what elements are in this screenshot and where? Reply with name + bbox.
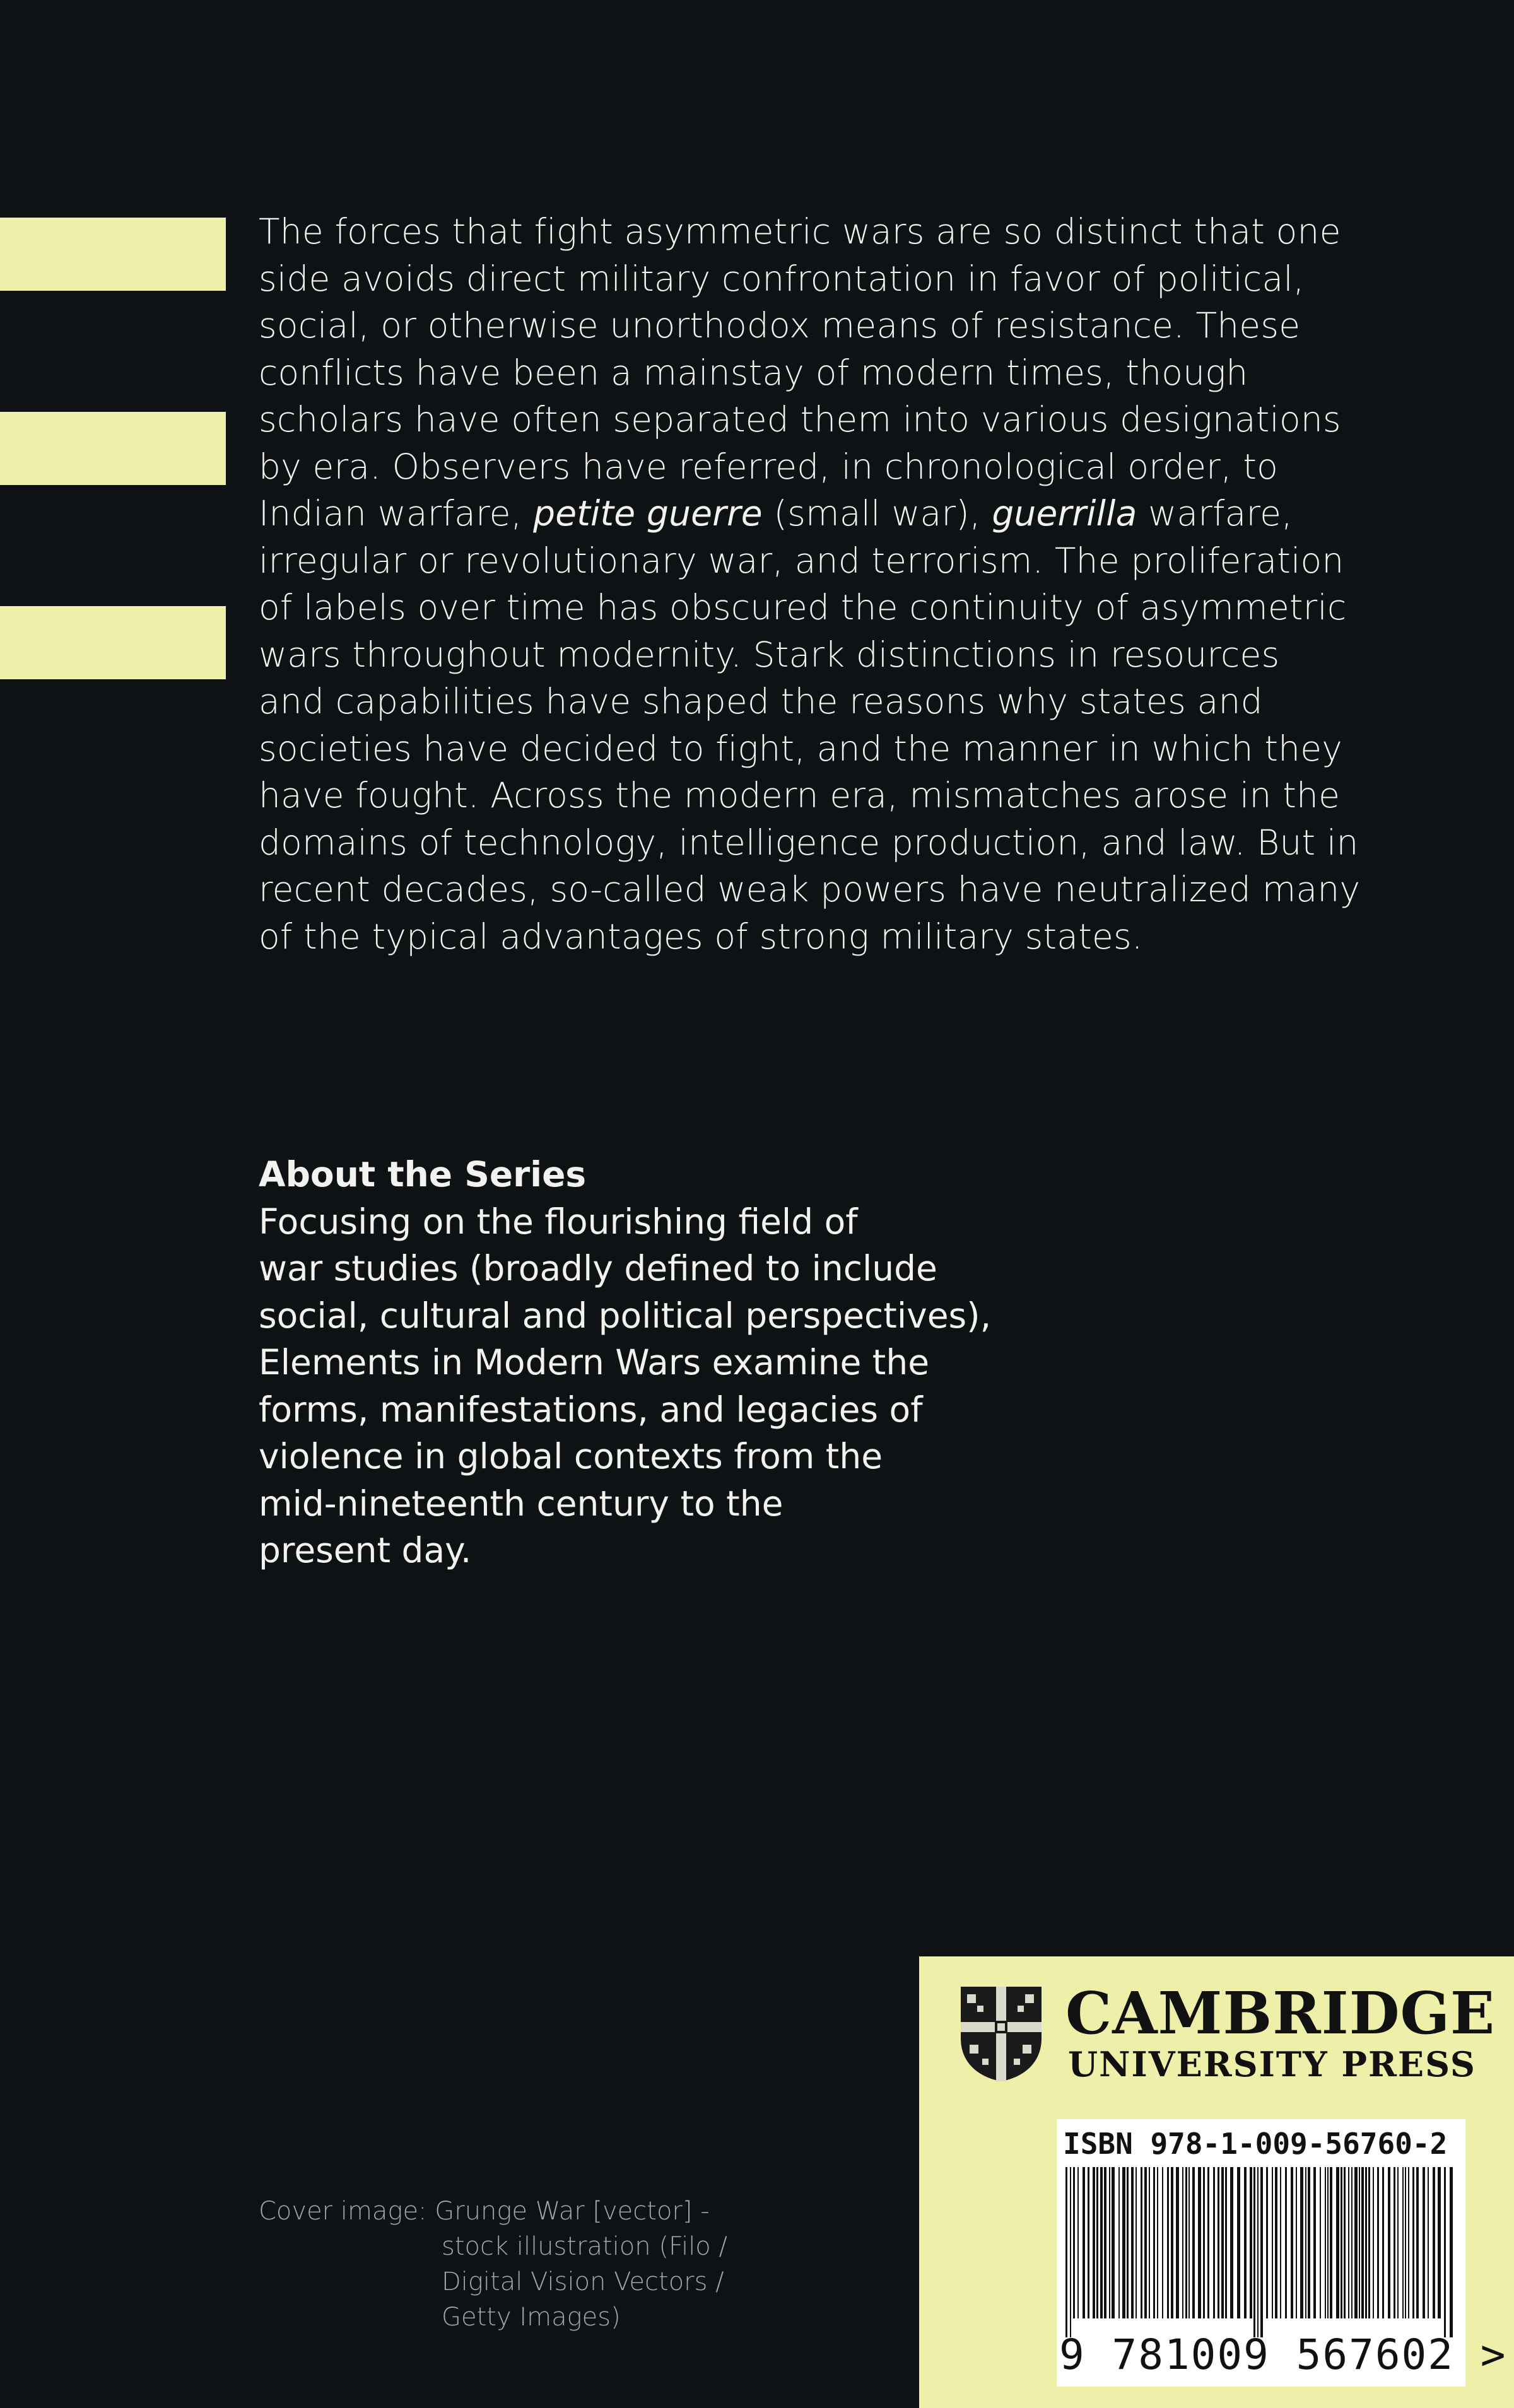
- text-segment: scholars have often separated them into various designations: [259, 399, 1341, 440]
- text-segment: of labels over time has obscured the continuity of asymmetric: [259, 587, 1347, 628]
- description-line: [259, 584, 1432, 631]
- description-line: [259, 772, 1432, 819]
- description-line: [259, 866, 1432, 913]
- description-line: [259, 725, 1432, 773]
- description-line: [259, 537, 1432, 585]
- about-series-text: [259, 1198, 1016, 1574]
- book-description: [259, 208, 1432, 960]
- about-series-line: forms, manifestations, and legacies of: [259, 1389, 923, 1430]
- text-segment: recent decades, so-called weak powers have neutralized many: [259, 869, 1361, 909]
- credit-label: Cover image:: [259, 2197, 427, 2226]
- description-line: [259, 208, 1432, 255]
- text-segment: (small war),: [762, 493, 992, 534]
- credit-line: Grunge War [vector] -: [435, 2197, 710, 2226]
- description-line: [259, 490, 1432, 537]
- credit-line: stock illustration (Filo /: [442, 2232, 727, 2261]
- text-segment: Indian warfare,: [259, 493, 534, 534]
- text-segment: wars throughout modernity. Stark distinctions in resources: [259, 634, 1280, 675]
- publisher-name: [1065, 1979, 1496, 2084]
- about-series-line: Elements in Modern Wars examine the: [259, 1342, 930, 1382]
- about-series-section: [259, 1151, 1016, 1574]
- description-line: [259, 349, 1432, 397]
- text-segment: warfare,: [1137, 493, 1293, 534]
- text-segment: The forces that fight asymmetric wars are so distinct that one: [259, 211, 1341, 252]
- isbn-barcode-box: [1057, 2119, 1507, 2387]
- accent-bar-middle: [0, 412, 226, 485]
- italic-term: guerrilla: [992, 493, 1137, 534]
- description-line: [259, 302, 1432, 349]
- text-segment: and capabilities have shaped the reasons why states and: [259, 681, 1263, 722]
- text-segment: irregular or revolutionary war, and terrorism. The proliferation: [259, 540, 1344, 581]
- about-series-line: violence in global contexts from the: [259, 1436, 883, 1476]
- description-line: [259, 631, 1432, 679]
- barcode-digits: 9 781009 567602 >: [1059, 2330, 1507, 2379]
- university-shield-icon: [957, 1983, 1045, 2084]
- text-segment: conflicts have been a mainstay of modern times, though: [259, 352, 1248, 393]
- publisher-panel: [919, 1956, 1514, 2408]
- description-line: [259, 678, 1432, 725]
- publisher-name-line2: UNIVERSITY PRESS: [1068, 2044, 1476, 2084]
- text-segment: domains of technology, intelligence production, and law. But in: [259, 822, 1359, 863]
- text-segment: societies have decided to fight, and the manner in which they: [259, 728, 1343, 769]
- about-series-line: social, cultural and political perspectives),: [259, 1295, 992, 1336]
- credit-first-line: [259, 2194, 727, 2229]
- description-line: [259, 913, 1432, 961]
- text-segment: social, or otherwise unorthodox means of resistance. These: [259, 305, 1301, 346]
- about-series-line: war studies (broadly defined to include: [259, 1248, 937, 1289]
- text-segment: by era. Observers have referred, in chronological order, to: [259, 446, 1278, 487]
- isbn-number: ISBN 978-1-009-56760-2: [1063, 2127, 1448, 2161]
- description-line: [259, 443, 1432, 491]
- italic-term: petite guerre: [533, 493, 763, 534]
- about-series-line: Focusing on the flourishing field of: [259, 1201, 858, 1242]
- text-segment: of the typical advantages of strong military states.: [259, 916, 1143, 957]
- text-segment: side avoids direct military confrontation in favor of political,: [259, 258, 1305, 299]
- credit-line: Digital Vision Vectors /: [442, 2267, 724, 2296]
- about-series-line: present day.: [259, 1530, 472, 1570]
- publisher-name-line1: CAMBRIDGE: [1065, 1979, 1496, 2047]
- accent-bar-top: [0, 218, 226, 291]
- about-series-heading: About the Series: [259, 1154, 587, 1195]
- credit-line: Getty Images): [442, 2303, 621, 2332]
- accent-bar-bottom: [0, 606, 226, 679]
- cover-image-credit: [259, 2194, 727, 2335]
- barcode-icon: [1063, 2167, 1457, 2337]
- about-series-line: mid-nineteenth century to the: [259, 1483, 783, 1524]
- description-line: [259, 255, 1432, 303]
- text-segment: have fought. Across the modern era, mismatches arose in the: [259, 775, 1341, 815]
- description-line: [259, 819, 1432, 867]
- description-line: [259, 396, 1432, 443]
